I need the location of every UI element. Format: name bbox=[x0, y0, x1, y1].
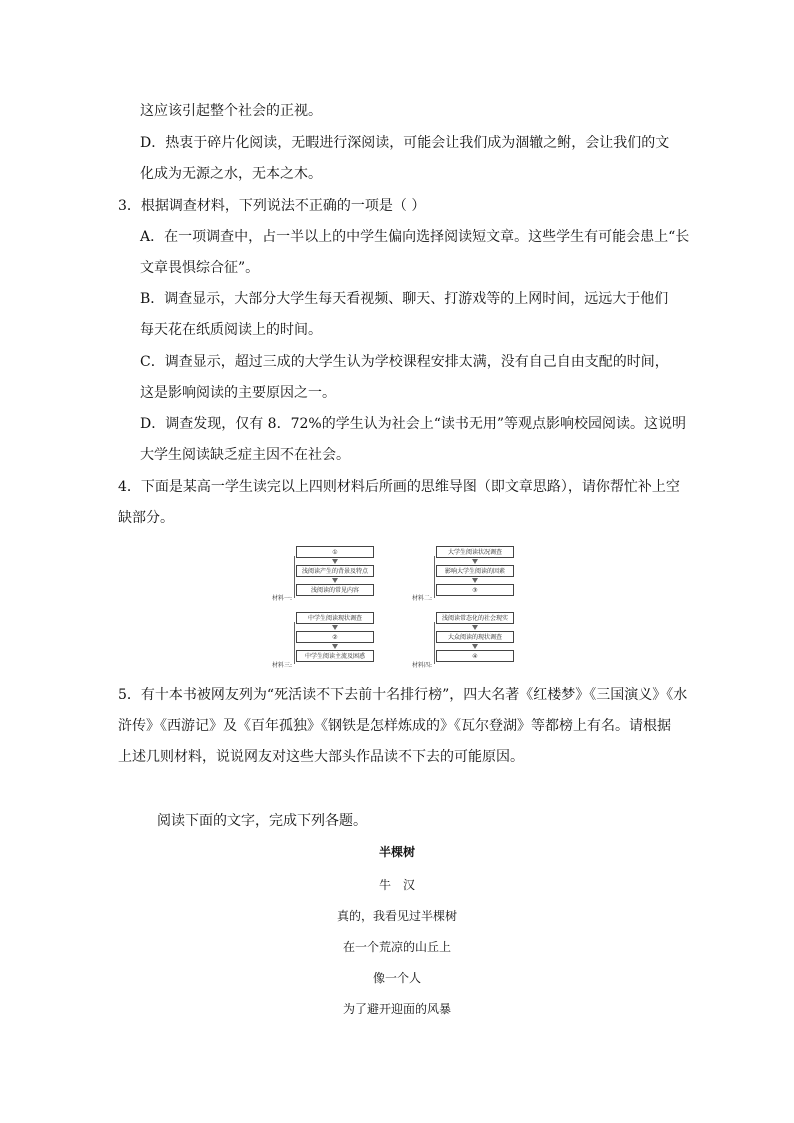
mindmap-box: 大学生阅读状况调查 bbox=[436, 546, 514, 558]
text-line: 文章畏惧综合征”。 bbox=[140, 260, 260, 276]
arrow-down-icon bbox=[332, 559, 338, 564]
mindmap-box: 影响大学生阅读的因素 bbox=[436, 565, 514, 577]
option-d-line: D．调查发现，仅有 8．72%的学生认为社会上“读书无用”等观点影响校园阅读。这说明 bbox=[140, 416, 687, 432]
text-line: 上述几则材料，说说网友对这些大部头作品读不下去的可能原因。 bbox=[118, 749, 524, 765]
option-a-line: A．在一项调查中，占一半以上的中学生偏向选择阅读短文章。这些学生有可能会患上“长 bbox=[140, 229, 690, 245]
poem-verse: 真的，我看见过半棵树 bbox=[336, 909, 457, 923]
text-line: 大学生阅读缺乏症主因不在社会。 bbox=[140, 447, 350, 463]
mindmap-bracket bbox=[294, 556, 295, 598]
text-line: 化成为无源之水，无本之木。 bbox=[140, 166, 322, 182]
mindmap-label-m2: 材料二: bbox=[412, 595, 433, 602]
question-3: 3．根据调查材料，下列说法不正确的一项是（ ） bbox=[118, 198, 426, 214]
poem-verse: 像一个人 bbox=[372, 971, 421, 985]
option-c-line: C．调查显示，超过三成的大学生认为学校课程安排太满，没有自己自由支配的时间， bbox=[140, 354, 669, 370]
poem-verse: 为了避开迎面的风暴 bbox=[342, 1002, 451, 1016]
mindmap-bracket bbox=[294, 622, 295, 664]
question-4: 4．下面是某高一学生读完以上四则材料后所画的思维导图（即文章思路），请你帮忙补上空 bbox=[118, 479, 680, 495]
text-line: 缺部分。 bbox=[118, 510, 174, 526]
poem-title: 半棵树 bbox=[378, 845, 415, 859]
mindmap-box: 大众阅读的现状调查 bbox=[436, 631, 514, 643]
text-line: 浒传》《西游记》及《百年孤独》《钢铁是怎样炼成的》《瓦尔登湖》等都榜上有名。请根据 bbox=[118, 718, 671, 734]
reading-instruction: 阅读下面的文字，完成下列各题。 bbox=[157, 813, 367, 829]
text-line: 每天花在纸质阅读上的时间。 bbox=[140, 322, 322, 338]
mindmap-box: 浅阅读常态化的社会现实 bbox=[436, 612, 514, 624]
mindmap-label-m4: 材料四: bbox=[412, 662, 433, 669]
arrow-down-icon bbox=[472, 644, 478, 649]
arrow-down-icon bbox=[472, 625, 478, 630]
text-line: 这应该引起整个社会的正视。 bbox=[140, 103, 322, 119]
mindmap-box: 中学生阅读主流及困惑 bbox=[296, 650, 374, 662]
poem-author: 牛 汉 bbox=[378, 878, 415, 892]
mindmap-box: 中学生阅读现状调查 bbox=[296, 612, 374, 624]
option-d-line: D．热衷于碎片化阅读，无暇进行深阅读，可能会让我们成为涸辙之鲋，会让我们的文 bbox=[140, 135, 670, 151]
arrow-down-icon bbox=[332, 625, 338, 630]
mindmap-box: ① bbox=[296, 546, 374, 558]
poem-verse: 在一个荒凉的山丘上 bbox=[342, 940, 451, 954]
question-5: 5．有十本书被网友列为“死活读不下去前十名排行榜”，四大名著《红楼梦》《三国演义》《水 bbox=[118, 687, 688, 703]
mindmap-bracket bbox=[434, 622, 435, 664]
mindmap-box: 浅阅读产生的背景及特点 bbox=[296, 565, 374, 577]
arrow-down-icon bbox=[472, 578, 478, 583]
option-b-line: B．调查显示，大部分大学生每天看视频、聊天、打游戏等的上网时间，远远大于他们 bbox=[140, 291, 669, 307]
arrow-down-icon bbox=[332, 644, 338, 649]
mindmap-label-m3: 材料三: bbox=[272, 662, 293, 669]
mindmap-label-m1: 材料一: bbox=[272, 595, 293, 602]
text-line: 这是影响阅读的主要原因之一。 bbox=[140, 385, 336, 401]
mindmap-box: 浅阅读的常见内容 bbox=[296, 584, 374, 596]
mindmap-box: ② bbox=[296, 631, 374, 643]
mindmap-bracket bbox=[434, 556, 435, 598]
arrow-down-icon bbox=[332, 578, 338, 583]
arrow-down-icon bbox=[472, 559, 478, 564]
mindmap-box: ④ bbox=[436, 650, 514, 662]
mindmap-box: ③ bbox=[436, 584, 514, 596]
